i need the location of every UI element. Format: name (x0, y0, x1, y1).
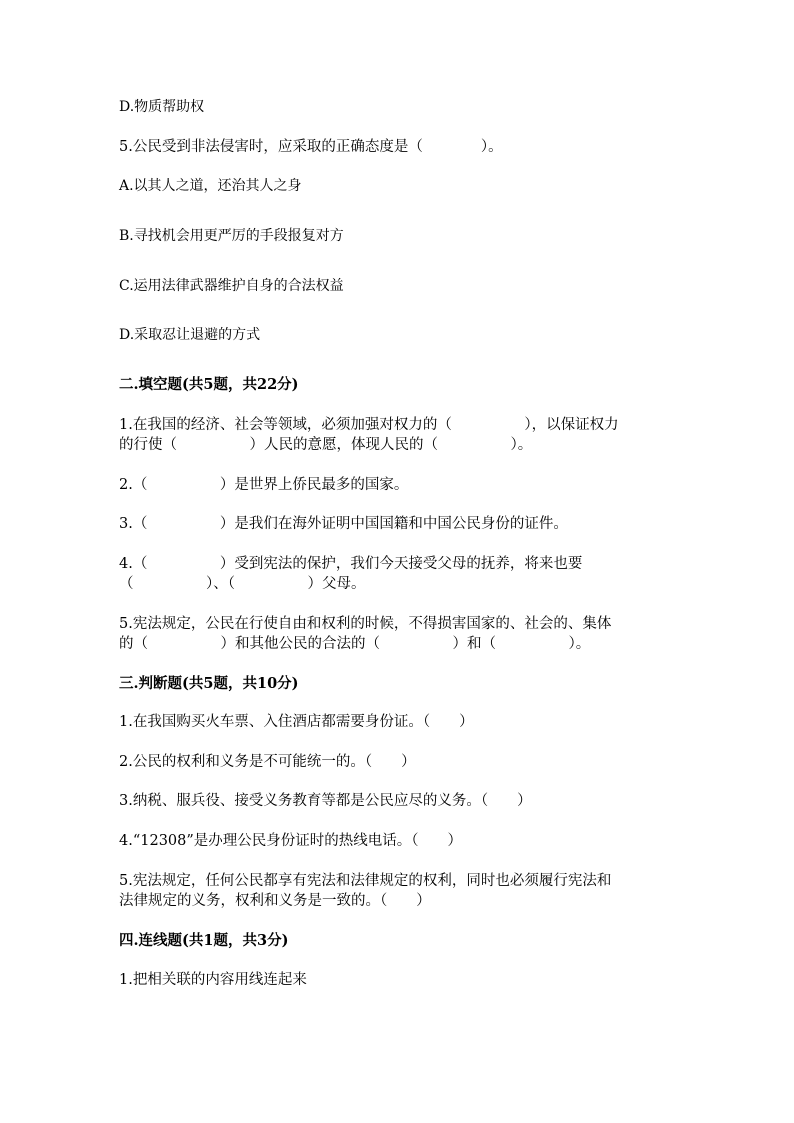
fill-q5-line1: 5.宪法规定，公民在行使自由和权利的时候，不得损害国家的、社会的、集体 (119, 616, 612, 632)
fill-q1-line1: 1.在我国的经济、社会等领域，必须加强对权力的（ ），以保证权力 (119, 417, 619, 433)
section-heading-fill-blank: 二.填空题(共5题，共22分) (119, 376, 299, 393)
q5-option-d: D.采取忍让退避的方式 (119, 327, 261, 343)
judge-q2: 2.公民的权利和义务是不可能统一的。（ ） (119, 754, 416, 770)
fill-q1-line2: 的行使（ ）人民的意愿，体现人民的（ ）。 (119, 437, 533, 453)
matching-q1: 1.把相关联的内容用线连起来 (119, 972, 307, 988)
judge-q1: 1.在我国购买火车票、入住酒店都需要身份证。（ ） (119, 714, 474, 730)
q5-option-b: B.寻找机会用更严厉的手段报复对方 (119, 228, 344, 244)
fill-q5-line2: 的（ ）和其他公民的合法的（ ）和（ ）。 (119, 636, 591, 652)
q5-stem: 5.公民受到非法侵害时，应采取的正确态度是（ ）。 (119, 139, 503, 155)
fill-q4-line2: （ ）、（ ）父母。 (119, 576, 366, 592)
fill-q3: 3.（ ）是我们在海外证明中国国籍和中国公民身份的证件。 (119, 516, 568, 532)
judge-q4: 4.“12308”是办理公民身份证时的热线电话。（ ） (119, 833, 463, 849)
judge-q5-line1: 5.宪法规定，任何公民都享有宪法和法律规定的权利，同时也必须履行宪法和 (119, 873, 612, 889)
judge-q5-line2: 法律规定的义务，权利和义务是一致的。（ ） (119, 893, 431, 909)
section-heading-judge: 三.判断题(共5题，共10分) (119, 675, 299, 692)
section-heading-matching: 四.连线题(共1题，共3分) (119, 932, 289, 949)
fill-q4-line1: 4.（ ）受到宪法的保护，我们今天接受父母的抚养，将来也要 (119, 556, 583, 572)
q4-option-d: D.物质帮助权 (119, 99, 205, 115)
q5-option-a: A.以其人之道，还治其人之身 (119, 178, 302, 194)
q5-option-c: C.运用法律武器维护自身的合法权益 (119, 278, 344, 294)
judge-q3: 3.纳税、服兵役、接受义务教育等都是公民应尽的义务。（ ） (119, 793, 532, 809)
fill-q2: 2.（ ）是世界上侨民最多的国家。 (119, 477, 409, 493)
